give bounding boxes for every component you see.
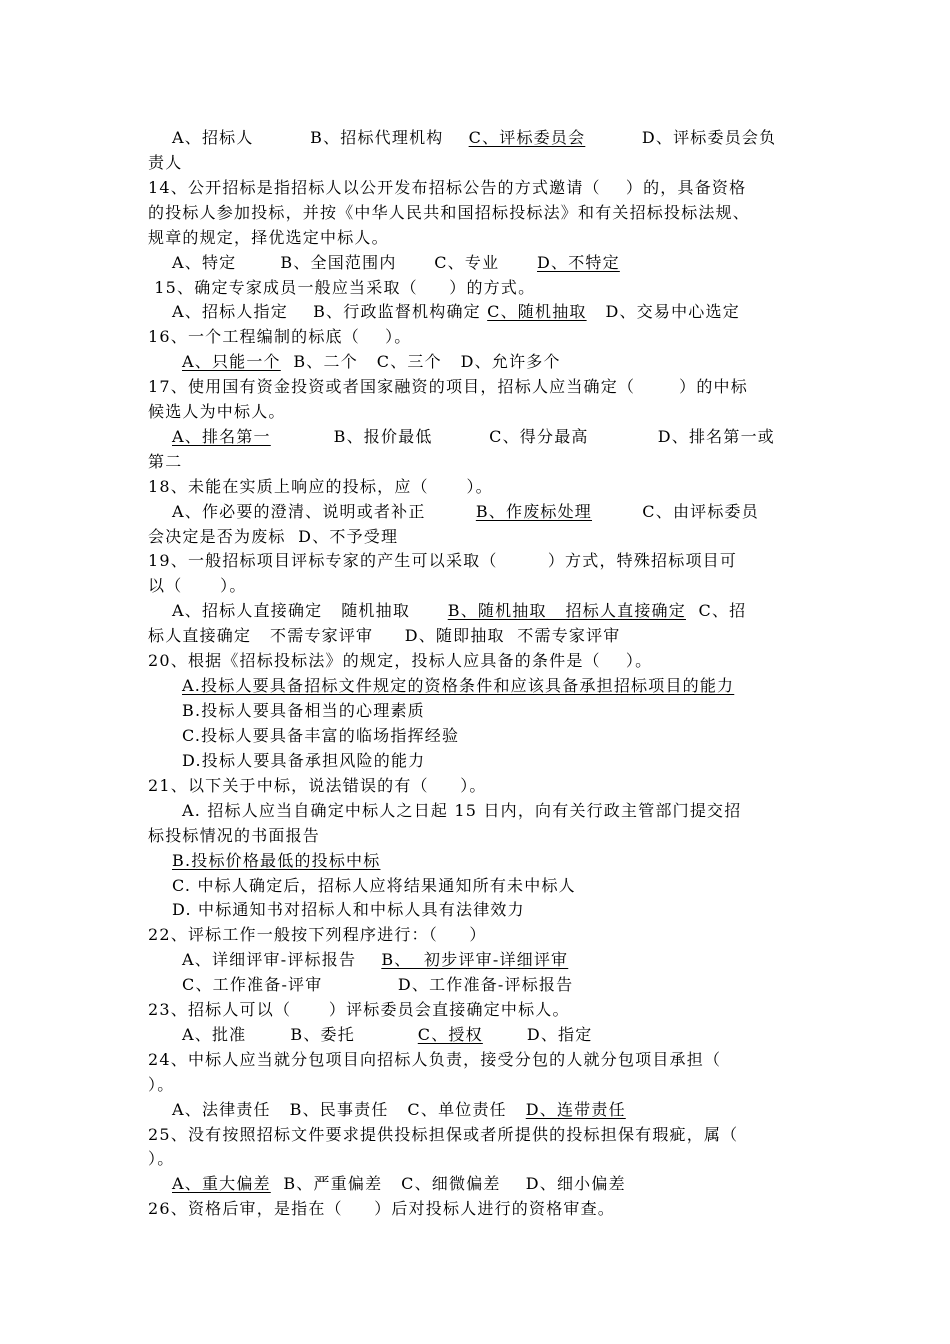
question-21-option-d xyxy=(172,899,525,921)
question-17-options xyxy=(172,426,775,448)
question-18-options-cont xyxy=(148,526,398,548)
line-text: 以（ ）。 xyxy=(148,576,247,595)
line-text: D. 中标通知书对招标人和中标人具有法律效力 xyxy=(172,900,525,919)
line-text: B.投标人要具备相当的心理素质 xyxy=(182,701,425,720)
line-text: D、指定 xyxy=(482,1025,593,1044)
line-text: D、交易中心选定 xyxy=(586,302,740,321)
question-21-option-a xyxy=(182,800,741,822)
line-text: 21、以下关于中标，说法错误的有（ ）。 xyxy=(148,776,487,795)
line-text: C.投标人要具备丰富的临场指挥经验 xyxy=(182,726,460,745)
question-20 xyxy=(148,650,652,672)
line-text: 22、评标工作一般按下列程序进行：（ ） xyxy=(148,925,487,944)
line-text: 规章的规定，择优选定中标人。 xyxy=(148,228,389,247)
question-14-options xyxy=(172,252,620,274)
answer-text: B、 初步评审-详细评审 xyxy=(381,950,569,969)
answer-text: A.投标人要具备招标文件规定的资格条件和应该具备承担招标项目的能力 xyxy=(182,676,735,695)
answer-text: D、不特定 xyxy=(537,253,620,272)
answer-text: C、授权 xyxy=(417,1025,483,1044)
line-text: A、招标人指定 B、行政监督机构确定 xyxy=(172,302,488,321)
question-20-option-a xyxy=(182,675,734,697)
line-text: 19、一般招标项目评标专家的产生可以采取（ ）方式，特殊招标项目可 xyxy=(148,551,738,570)
line-text: A、招标人直接确定 随机抽取 xyxy=(172,601,448,620)
line-text: D.投标人要具备承担风险的能力 xyxy=(182,751,426,770)
question-23-options xyxy=(182,1024,592,1046)
line-text: 26、资格后审，是指在（ ）后对投标人进行的资格审查。 xyxy=(148,1199,615,1218)
question-24-cont xyxy=(148,1074,174,1096)
line-text: C. 中标人确定后，招标人应将结果通知所有未中标人 xyxy=(172,876,576,895)
question-22-options-cd xyxy=(182,974,573,996)
question-23 xyxy=(148,999,570,1021)
question-26 xyxy=(148,1198,615,1220)
question-16 xyxy=(148,326,412,348)
answer-text: B.投标价格最低的投标中标 xyxy=(172,851,381,870)
question-16-options xyxy=(182,351,561,373)
line-text: A、特定 B、全国范围内 C、专业 xyxy=(172,253,537,272)
question-15 xyxy=(148,277,535,299)
question-20-option-b xyxy=(182,700,425,722)
answer-text: C、评标委员会 xyxy=(468,128,586,147)
question-14-cont-2 xyxy=(148,227,389,249)
question-20-option-d xyxy=(182,750,425,772)
line-text: 候选人为中标人。 xyxy=(148,402,286,421)
line-text: A、批准 B、委托 xyxy=(182,1025,418,1044)
question-24-options xyxy=(172,1099,626,1121)
line-text: C、工作准备-评审 D、工作准备-评标报告 xyxy=(182,975,574,994)
question-21 xyxy=(148,775,487,797)
question-17-cont xyxy=(148,401,286,423)
question-19 xyxy=(148,550,737,572)
line-text: C、招 xyxy=(685,601,747,620)
question-20-option-c xyxy=(182,725,459,747)
answer-text: A、只能一个 xyxy=(182,352,281,371)
line-text: 25、没有按照招标文件要求提供投标担保或者所提供的投标担保有瑕疵，属（ xyxy=(148,1125,739,1144)
line-text: A、招标人 B、招标代理机构 xyxy=(172,128,469,147)
line-text: B、严重偏差 C、细微偏差 D、细小偏差 xyxy=(270,1174,626,1193)
answer-text: D、连带责任 xyxy=(525,1100,626,1119)
line-text: B、二个 C、三个 D、允许多个 xyxy=(280,352,561,371)
line-text: 标人直接确定 不需专家评审 D、随即抽取 不需专家评审 xyxy=(148,626,621,645)
line-text: 24、中标人应当就分包项目向招标人负责，接受分包的人就分包项目承担（ xyxy=(148,1050,722,1069)
question-21-option-b xyxy=(172,850,380,872)
line-text: D、评标委员会负 xyxy=(585,128,777,147)
question-25-cont xyxy=(148,1148,174,1170)
line-text: 15、确定专家成员一般应当采取（ ）的方式。 xyxy=(148,278,536,297)
question-19-options-cont xyxy=(148,625,621,647)
answer-text: B、随机抽取 招标人直接确定 xyxy=(447,601,686,620)
line-text: 会决定是否为废标 D、不予受理 xyxy=(148,527,399,546)
answer-text: C、随机抽取 xyxy=(487,302,587,321)
question-14-cont-1 xyxy=(148,202,750,224)
line-text: 23、招标人可以（ ）评标委员会直接确定中标人。 xyxy=(148,1000,570,1019)
question-18-options xyxy=(172,501,759,523)
line-text: 责人 xyxy=(148,153,183,172)
answer-text: A、排名第一 xyxy=(172,427,271,446)
question-19-cont xyxy=(148,575,247,597)
question-24 xyxy=(148,1049,721,1071)
question-17-options-cont xyxy=(148,451,182,473)
question-19-options xyxy=(172,600,746,622)
line-text: 14、公开招标是指招标人以公开发布招标公告的方式邀请（ ）的，具备资格 xyxy=(148,178,747,197)
question-21-option-a-cont xyxy=(148,825,320,847)
question-22 xyxy=(148,924,487,946)
question-14 xyxy=(148,177,746,199)
question-25-options xyxy=(172,1173,626,1195)
question-15-options xyxy=(172,301,740,323)
line-text: 第二 xyxy=(148,452,183,471)
line-text: 17、使用国有资金投资或者国家融资的项目，招标人应当确定（ ）的中标 xyxy=(148,377,748,396)
line-text: B、报价最低 C、得分最高 D、排名第一或 xyxy=(270,427,775,446)
line-text: 16、一个工程编制的标底（ ）。 xyxy=(148,327,412,346)
line-text: 标投标情况的书面报告 xyxy=(148,826,321,845)
question-17 xyxy=(148,376,748,398)
line-text: 18、未能在实质上响应的投标，应（ ）。 xyxy=(148,477,493,496)
question-21-option-c xyxy=(172,875,576,897)
line-text: C、由评标委员 xyxy=(592,502,759,521)
line-text: A. 招标人应当自确定中标人之日起 15 日内，向有关行政主管部门提交招 xyxy=(182,801,742,820)
line-text: A、作必要的澄清、说明或者补正 xyxy=(172,502,476,521)
question-18 xyxy=(148,476,493,498)
answer-text: B、作废标处理 xyxy=(475,502,593,521)
line-text: ）。 xyxy=(148,1075,175,1094)
answer-text: A、重大偏差 xyxy=(172,1174,271,1193)
line-text: 的投标人参加投标，并按《中华人民共和国招标投标法》和有关招标投标法规、 xyxy=(148,203,751,222)
question-25 xyxy=(148,1124,738,1146)
line-13-options-cont xyxy=(148,152,182,174)
question-22-options-ab xyxy=(182,949,568,971)
line-text: A、法律责任 B、民事责任 C、单位责任 xyxy=(172,1100,526,1119)
line-13-options xyxy=(172,127,776,149)
line-text: A、详细评审-评标报告 xyxy=(182,950,382,969)
line-text: ）。 xyxy=(148,1149,175,1168)
line-text: 20、根据《招标投标法》的规定，投标人应具备的条件是（ ）。 xyxy=(148,651,653,670)
